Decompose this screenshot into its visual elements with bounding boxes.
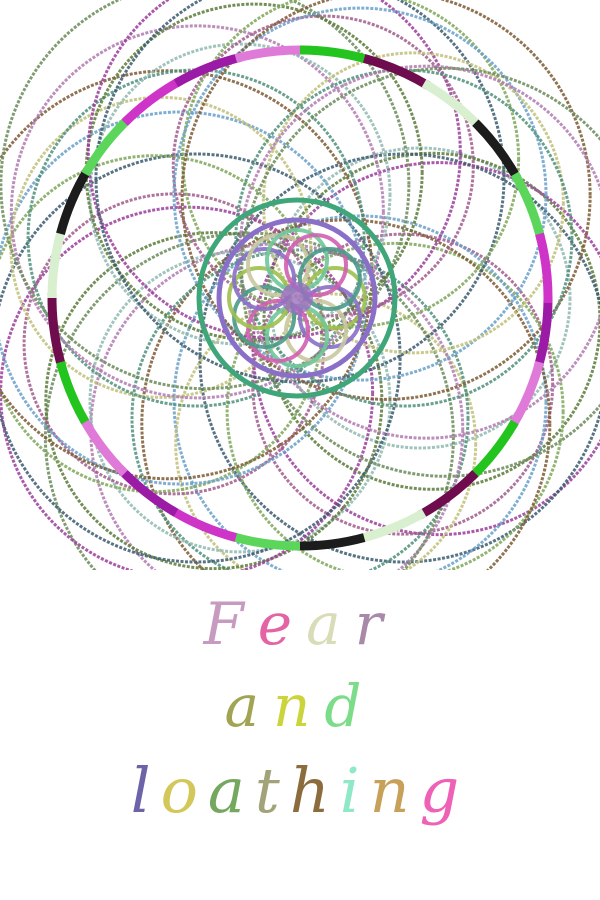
title-letter: o — [160, 754, 208, 827]
title-letter: r — [354, 590, 397, 658]
title-letter: g — [419, 754, 470, 827]
rosette-core — [281, 282, 313, 314]
ring-segment — [538, 298, 548, 367]
title-letter: n — [369, 754, 420, 827]
inner-rosette — [199, 200, 395, 396]
title-letter: t — [254, 754, 290, 827]
rosette-petal — [305, 268, 365, 328]
title-letter: a — [224, 672, 274, 740]
title-word-loathing — [0, 754, 600, 827]
title-word-fear — [0, 590, 600, 658]
title-word-and — [0, 672, 600, 740]
title-letter: a — [306, 590, 355, 658]
title-letter: e — [257, 590, 307, 658]
ring-segment — [295, 538, 364, 546]
title-letter: h — [289, 754, 340, 827]
title-letter: a — [207, 754, 255, 827]
title-letter: d — [324, 672, 376, 740]
ring-segment — [236, 50, 305, 58]
title-letter: i — [339, 754, 370, 827]
ring-segment — [125, 81, 181, 123]
ring-segment — [540, 234, 548, 303]
title-letter: l — [130, 754, 161, 827]
title-letter: n — [273, 672, 325, 740]
title-letter: F — [203, 590, 258, 658]
ring-segment — [52, 229, 62, 298]
ring-segment — [359, 513, 424, 539]
